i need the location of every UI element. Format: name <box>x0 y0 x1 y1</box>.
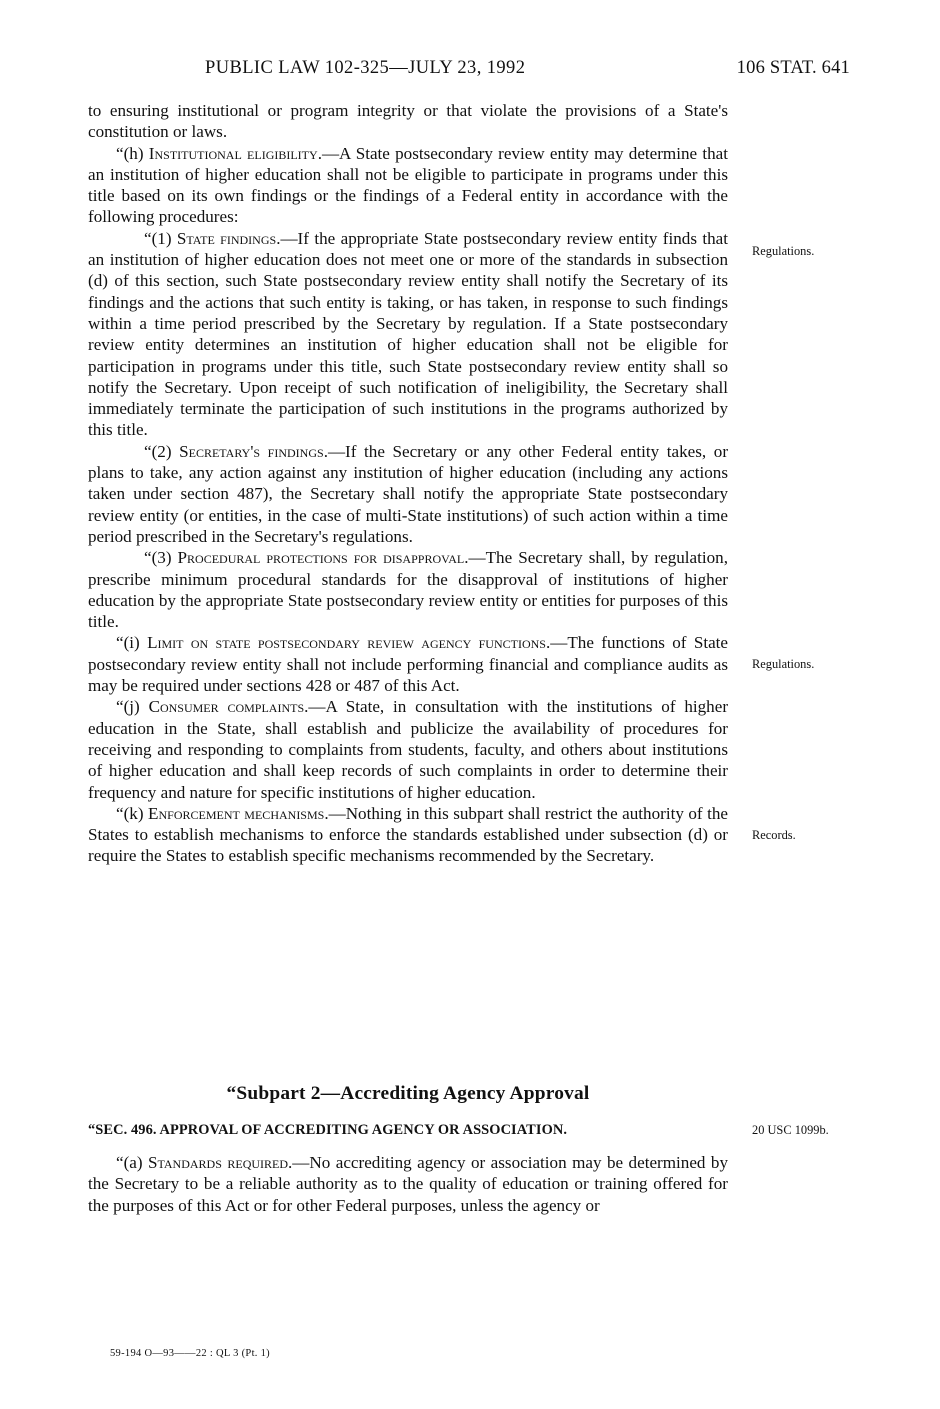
margin-note-regulations-1: Regulations. <box>752 244 815 258</box>
margin-note-usc-citation: 20 USC 1099b. <box>752 1123 829 1137</box>
paragraph-continuation: to ensuring institutional or program integrity or that violate the provisions of a State's constitution or laws. <box>88 101 728 142</box>
section-body <box>88 1152 728 1216</box>
paragraph-h1-state-findings: “(1) State findings.—If the appropriate State postsecondary review entity finds that an institution of higher education does not meet one or more of the standards in subsection (d) of this section, such State postsecondary review entity shall notify the Secretary of its findings and the actions that such entity is taking, or has taken, in response to such findings within a time period prescribed by the Secretary by regulation. If a State postsecondary review entity determines an institution of higher education shall not be eligible for participation in programs under this title, such State postsecondary review entity shall so notify the Secretary. Upon receipt of such notification of ineligibility, the Secretary shall immediately terminate the participation of such institutions in the programs authorized by this title. <box>88 228 728 440</box>
paragraph-h2-secretarys-findings: “(2) Secretary's findings.—If the Secretary or any other Federal entity takes, or plans to take, any action against any institution of higher education (including any actions taken under section 487), the Secretary shall notify the appropriate State postsecondary review entity (or entities, in the case of multi-State institutions) of such action within a time period prescribed in the Secretary's regulations. <box>88 441 729 546</box>
statute-page-reference: 106 STAT. 641 <box>736 58 850 78</box>
page-header <box>90 58 850 82</box>
body-text-column <box>88 100 728 867</box>
paragraph-h3-procedural-protections: “(3) Procedural protections for disapproval.—The Secretary shall, by regulation, prescribe minimum procedural standards for the disapproval of institutions of higher education by the appropriate State postsecondary review entity or entities for purposes of this title. <box>88 548 728 632</box>
margin-note-regulations-2: Regulations. <box>752 657 815 671</box>
printer-imprint: 59-194 O—93——22 : QL 3 (Pt. 1) <box>110 1348 270 1359</box>
paragraph-subsection-h: “(h) Institutional eligibility.—A State postsecondary review entity may determine that an institution of higher education shall not be eligible to participate in programs under this title based on its own findings or the findings of a Federal entity in accordance with the following procedures: <box>88 143 728 227</box>
subpart-heading: “Subpart 2—Accrediting Agency Approval <box>226 1083 590 1104</box>
margin-note-records: Records. <box>752 828 796 842</box>
paragraph-subsection-j: “(j) Consumer complaints.—A State, in consultation with the institutions of higher education in the State, shall establish and publicize the availability of procedures for receiving and responding to complaints from students, faculty, and others about institutions of higher education and shall keep records of such complaints in order to determine their frequency and nature for specific institutions of higher education. <box>88 697 729 802</box>
running-title: PUBLIC LAW 102-325—JULY 23, 1992 <box>205 58 526 78</box>
paragraph-subsection-i: “(i) Limit on state postsecondary review agency functions.—The functions of State postsecondary review entity shall not include performing financial and compliance audits as may be required under sections 428 or 487 of this Act. <box>88 633 728 696</box>
section-heading: “SEC. 496. APPROVAL OF ACCREDITING AGENCY OR ASSOCIATION. <box>88 1122 568 1138</box>
paragraph-subsection-k: “(k) Enforcement mechanisms.—Nothing in this subpart shall restrict the authority of the States to establish mechanisms to enforce the standards established under subsection (d) or require the States to establish specific mechanisms recommended by the Secretary. <box>88 803 728 866</box>
paragraph-subsection-a-standards: “(a) Standards required.—No accrediting agency or association may be determined by the Secretary to be a reliable authority as to the quality of education or training offered for the purposes of this Act or for other Federal purposes, unless the agency or <box>88 1153 728 1215</box>
